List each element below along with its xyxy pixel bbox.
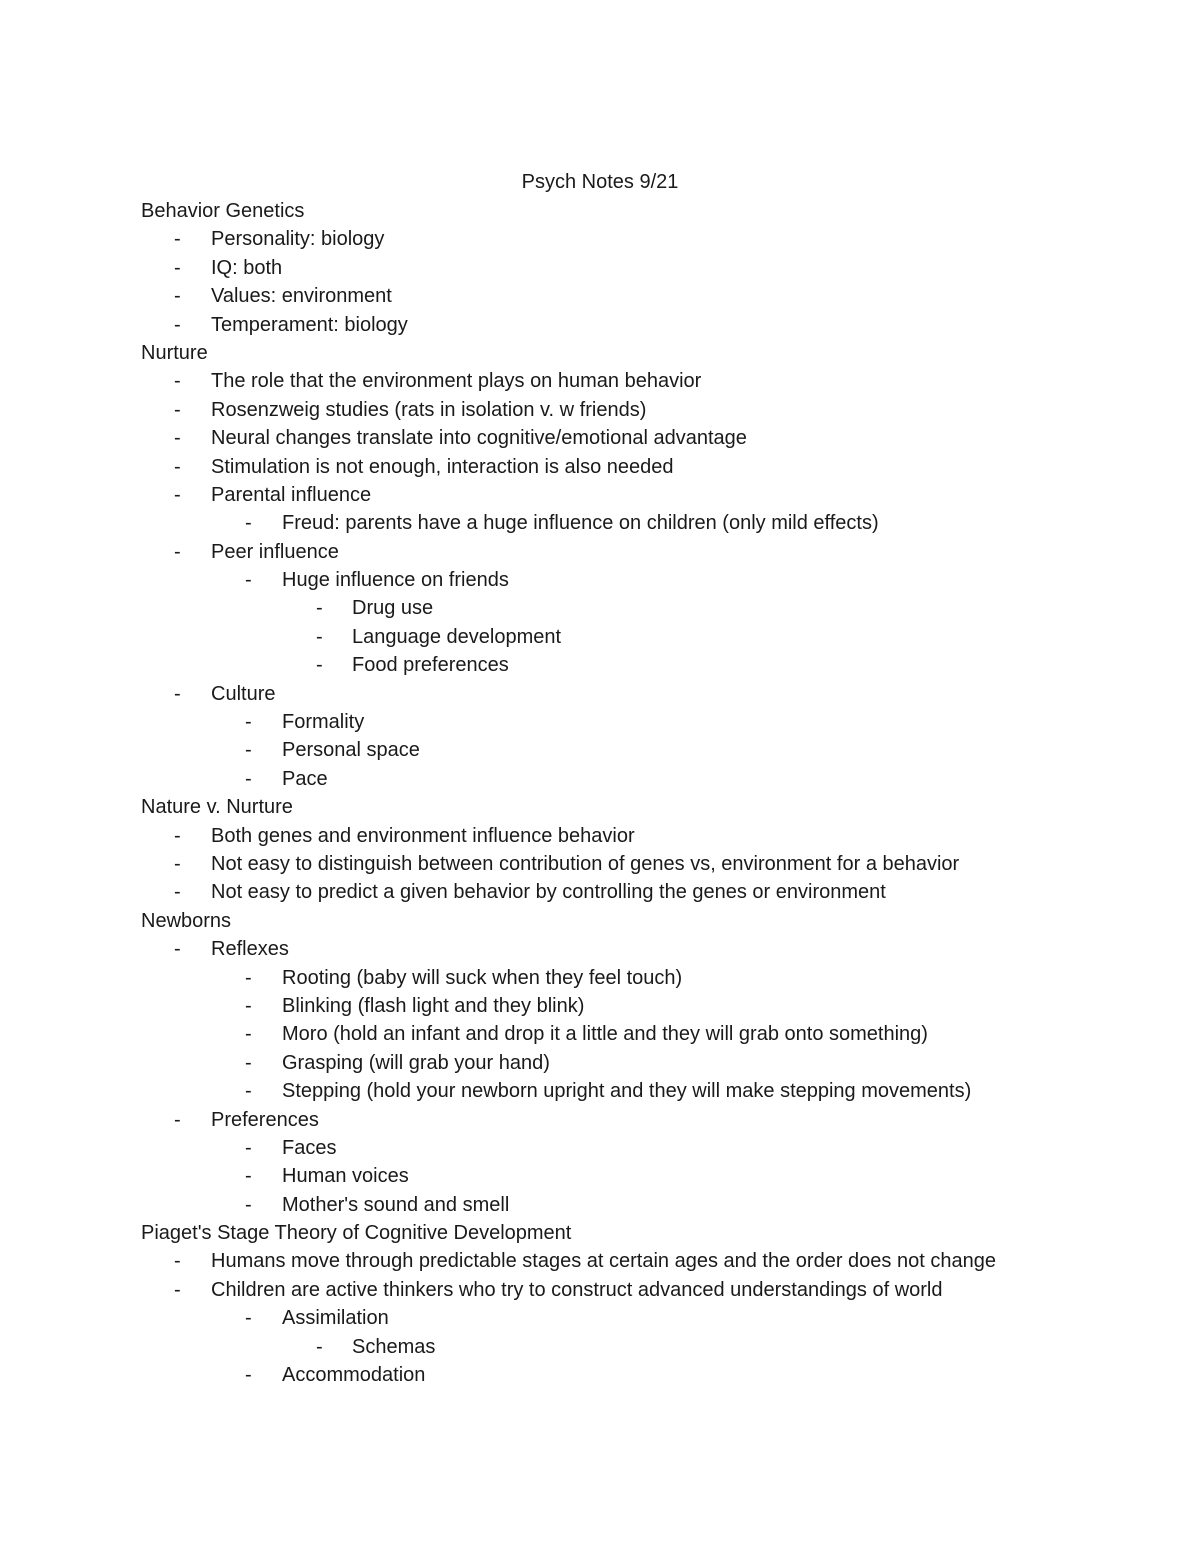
bullet-dash: - [174,370,181,393]
list-item-text: Pace [282,767,328,790]
list-item [141,566,1141,594]
list-item [141,538,1141,566]
bullet-dash: - [245,739,252,762]
list-item-text: Peer influence [211,540,339,563]
bullet-dash: - [245,767,252,790]
list-item [141,1276,1141,1304]
bullet-dash: - [245,1080,252,1103]
list-item [141,453,1141,481]
list-item-text: Personal space [282,739,420,762]
list-item-text: Human voices [282,1165,409,1188]
list-item-text: Food preferences [352,654,509,677]
bullet-dash: - [174,682,181,705]
list-item-text: Faces [282,1136,337,1159]
bullet-dash: - [245,1023,252,1046]
list-item [141,850,1141,878]
list-item-text: Humans move through predictable stages at certain ages and the order does not change [211,1250,996,1273]
bullet-dash: - [245,569,252,592]
list-item-text: Huge influence on friends [282,569,509,592]
list-item [141,708,1141,736]
bullet-dash: - [174,228,181,251]
list-item [141,822,1141,850]
list-item-text: The role that the environment plays on human behavior [211,370,702,393]
bullet-dash: - [174,427,181,450]
list-item-text: Culture [211,682,276,705]
list-item [141,481,1141,509]
bullet-dash: - [316,625,323,648]
notes-content [141,197,1141,1389]
bullet-dash: - [174,313,181,336]
bullet-dash: - [245,966,252,989]
list-item [141,1247,1141,1275]
bullet-dash: - [174,256,181,279]
bullet-dash: - [174,1278,181,1301]
bullet-dash: - [174,483,181,506]
list-item-text: Assimilation [282,1307,389,1330]
list-item-text: Not easy to predict a given behavior by controlling the genes or environment [211,881,886,904]
list-item-text: Preferences [211,1108,319,1131]
list-item-text: Moro (hold an infant and drop it a little and they will grab onto something) [282,1023,928,1046]
list-item [141,765,1141,793]
section-heading: Nurture [141,341,208,364]
list-item-text: Blinking (flash light and they blink) [282,994,585,1017]
list-item-text: Language development [352,625,562,648]
list-item [141,396,1141,424]
list-item-text: Personality: biology [211,228,385,251]
bullet-dash: - [174,398,181,421]
list-item [141,424,1141,452]
bullet-dash: - [174,455,181,478]
bullet-dash: - [245,1165,252,1188]
list-item-text: Rosenzweig studies (rats in isolation v. w friends) [211,398,647,421]
section-heading: Nature v. Nurture [141,796,293,819]
list-item-text: Accommodation [282,1364,426,1387]
bullet-dash: - [245,1136,252,1159]
list-item [141,225,1141,253]
list-item [141,509,1141,537]
list-item [141,736,1141,764]
list-item [141,594,1141,622]
bullet-dash: - [316,654,323,677]
bullet-dash: - [245,1364,252,1387]
list-item-text: Reflexes [211,938,289,961]
section-heading: Newborns [141,909,232,932]
list-item [141,1333,1141,1361]
list-item-text: Mother's sound and smell [282,1193,510,1216]
list-item [141,1049,1141,1077]
list-item [141,623,1141,651]
list-item [141,282,1141,310]
list-item [141,254,1141,282]
list-item-text: Parental influence [211,483,372,506]
list-item [141,1304,1141,1332]
list-item-text: Stimulation is not enough, interaction is also needed [211,455,674,478]
list-item [141,1077,1141,1105]
bullet-dash: - [245,994,252,1017]
bullet-dash: - [174,824,181,847]
list-item [141,680,1141,708]
document-title: Psych Notes 9/21 [521,171,679,193]
bullet-dash: - [174,881,181,904]
list-item [141,935,1141,963]
list-item [141,1020,1141,1048]
list-item [141,964,1141,992]
list-item [141,1106,1141,1134]
section-heading: Piaget's Stage Theory of Cognitive Development [141,1222,572,1245]
list-item-text: Both genes and environment influence behavior [211,824,635,847]
list-item [141,992,1141,1020]
bullet-dash: - [245,512,252,535]
bullet-dash: - [174,540,181,563]
list-item [141,1162,1141,1190]
bullet-dash: - [316,1335,323,1358]
list-item-text: IQ: both [211,256,283,279]
bullet-dash: - [174,1108,181,1131]
bullet-dash: - [245,711,252,734]
list-item [141,878,1141,906]
list-item [141,311,1141,339]
list-item-text: Stepping (hold your newborn upright and they will make stepping movements) [282,1080,972,1103]
list-item-text: Formality [282,711,365,734]
list-item [141,1361,1141,1389]
bullet-dash: - [174,852,181,875]
list-item-text: Schemas [352,1335,436,1358]
list-item-text: Temperament: biology [211,313,408,336]
bullet-dash: - [174,285,181,308]
bullet-dash: - [316,597,323,620]
list-item-text: Not easy to distinguish between contribution of genes vs, environment for a behavior [211,852,960,875]
list-item-text: Drug use [352,597,434,620]
list-item [141,651,1141,679]
list-item-text: Rooting (baby will suck when they feel touch) [282,966,683,989]
bullet-dash: - [245,1193,252,1216]
list-item [141,367,1141,395]
bullet-dash: - [174,1250,181,1273]
list-item-text: Values: environment [211,285,392,308]
list-item-text: Neural changes translate into cognitive/emotional advantage [211,427,747,450]
bullet-dash: - [245,1051,252,1074]
list-item-text: Children are active thinkers who try to construct advanced understandings of world [211,1278,943,1301]
bullet-dash: - [174,938,181,961]
list-item [141,1134,1141,1162]
bullet-dash: - [245,1307,252,1330]
list-item [141,1191,1141,1219]
list-item-text: Freud: parents have a huge influence on children (only mild effects) [282,512,879,535]
section-heading: Behavior Genetics [141,200,305,222]
list-item-text: Grasping (will grab your hand) [282,1051,550,1074]
